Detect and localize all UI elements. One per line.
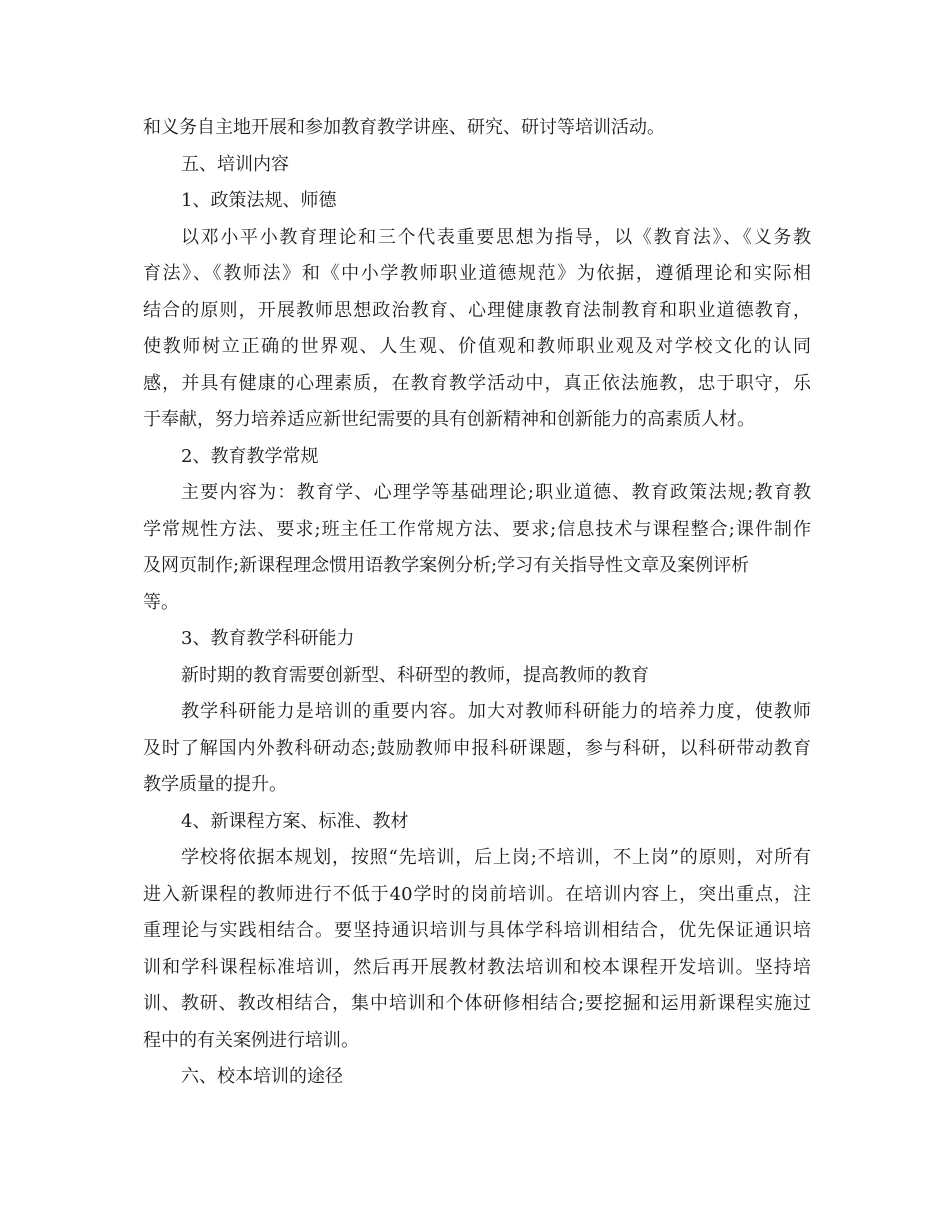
- text-line: 使教师树立正确的世界观、人生观、价值观和教师职业观及对学校文化的认同: [143, 336, 811, 357]
- text-line: 学常规性方法、要求;班主任工作常规方法、要求;信息技术与课程整合;课件制作: [143, 518, 811, 540]
- text-line: 教学质量的提升。: [143, 774, 287, 795]
- text-line: 学校将依据本规划，按照“先培训，后上岗;不培训，不上岗”的原则，对所有: [181, 847, 811, 868]
- text-line: 育法》、《教师法》和《中小学教师职业道德规范》为依据，遵循理论和实际相: [143, 263, 811, 284]
- text-line: 新时期的教育需要创新型、科研型的教师，提高教师的教育: [181, 664, 649, 686]
- text-line: 1、政策法规、师德: [181, 190, 337, 211]
- text-line: 感，并具有健康的心理素质，在教育教学活动中，真正依法施教，忠于职守，乐: [143, 372, 811, 394]
- text-line: 及时了解国内外教科研动态;鼓励教师申报科研课题，参与科研，以科研带动教育: [143, 737, 811, 759]
- text-line: 五、培训内容: [181, 153, 289, 175]
- text-line: 重理论与实践相结合。要坚持通识培训与具体学科培训相结合，优先保证通识培: [143, 920, 811, 941]
- text-line: 4、新课程方案、标准、教材: [181, 810, 409, 832]
- text-line: 结合的原则，开展教师思想政治教育、心理健康教育法制教育和职业道德教育，: [143, 299, 811, 321]
- text-line: 六、校本培训的途径: [181, 1066, 343, 1087]
- text-line: 及网页制作;新课程理念惯用语教学案例分析;学习有关指导性文章及案例评析: [143, 555, 750, 576]
- text-line: 3、教育教学科研能力: [181, 628, 355, 649]
- text-line: 程中的有关案例进行培训。: [143, 1029, 359, 1051]
- text-line: 训和学科课程标准培训，然后再开展教材教法培训和校本课程开发培训。坚持培: [143, 956, 811, 978]
- text-line: 教学科研能力是培训的重要内容。加大对教师科研能力的培养力度，使教师: [181, 701, 811, 722]
- text-line: 训、教研、教改相结合，集中培训和个体研修相结合;要挖掘和运用新课程实施过: [143, 993, 811, 1014]
- text-line: 主要内容为：教育学、心理学等基础理论;职业道德、教育政策法规;教育教: [181, 482, 811, 503]
- text-line: 和义务自主地开展和参加教育教学讲座、研究、研讨等培训活动。: [143, 117, 665, 138]
- text-line: 于奉献，努力培养适应新世纪需要的具有创新精神和创新能力的高素质人材。: [143, 409, 755, 430]
- text-line: 等。: [143, 591, 179, 613]
- text-line: 2、教育教学常规: [181, 445, 319, 467]
- text-line: 以邓小平小教育理论和三个代表重要思想为指导，以《教育法》、《义务教: [181, 226, 811, 248]
- text-line: 进入新课程的教师进行不低于40学时的岗前培训。在培训内容上，突出重点，注: [143, 883, 811, 905]
- document-body: [143, 110, 811, 1096]
